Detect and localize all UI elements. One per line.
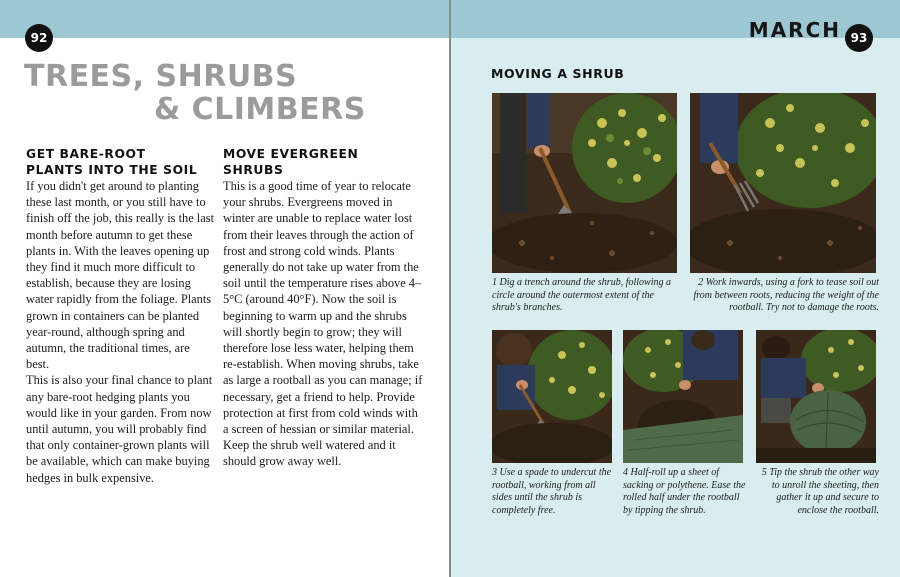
section-body-bare-root [26, 178, 214, 486]
section-subheading: MOVING A SHRUB [491, 66, 625, 81]
chapter-title-line1: TREES, SHRUBS [24, 59, 298, 94]
caption-step-4: 4 Half-roll up a sheet of sacking or polythene. Ease the rolled half under the rootball by tipping the shrub. [623, 467, 746, 516]
column-evergreen [223, 146, 423, 470]
section-heading-bare-root [26, 146, 214, 178]
section-body-evergreen [223, 178, 423, 470]
photo-step-2 [690, 93, 876, 273]
section-heading-evergreen [223, 146, 423, 178]
heading-line: MOVE EVERGREEN [223, 147, 359, 161]
heading-line: PLANTS INTO THE SOIL [26, 163, 198, 177]
photo-step-5 [756, 330, 876, 463]
paragraph: This is a good time of year to relocate your shrubs. Evergreens moved in winter are unable to replace water lost from their leaves through the action of frost and strong cold winds. Plants generally do not take up water from the soil until the temperature rises above 4–5°C (around 40°F). Now the soil is beginning to warm up and the shrubs will shortly begin to grow; they will therefore lose less water, helping them re-establish. When moving shrubs, take as large a rootball as you can manage; if necessary, get a friend to help. Provide protection at first from cold winds with a screen of hessian or similar material. Keep the shrub well watered and it should grow away well. [223, 179, 423, 469]
caption-step-3: 3 Use a spade to undercut the rootball, working from all sides until the shrub is completely free. [492, 467, 612, 516]
caption-step-1: 1 Dig a trench around the shrub, following a circle around the outermost extent of the shrub's branches. [492, 277, 671, 314]
top-band [0, 0, 449, 38]
chapter-title [24, 60, 424, 126]
heading-line: SHRUBS [223, 163, 284, 177]
photo-step-4 [623, 330, 743, 463]
caption-step-2: 2 Work inwards, using a fork to tease soil out from between roots, reducing the weight of the rootball. Try not to damage the roots. [693, 277, 879, 314]
month-title: MARCH [748, 18, 841, 42]
caption-step-5: 5 Tip the shrub the other way to unroll the sheeting, then gather it up and secure to enclose the rootball. [761, 467, 879, 516]
page-number-right: 93 [845, 24, 873, 52]
paragraph: This is also your final chance to plant any bare-root hedging plants you would like in your garden. From now until autumn, you will probably find that only container-grown plants will be available, which can make buying hedges in bulk expensive. [26, 373, 213, 485]
page-number-left: 92 [25, 24, 53, 52]
paragraph: If you didn't get around to planting these last month, or you still have to finish off the job, this really is the last month before autumn to get these plants in. With the leaves opening up they find it much more difficult to establish, because they are losing water rapidly from the foliage. Plants grown in containers can be planted year-round, although spring and autumn, the traditional times, are best. [26, 179, 215, 372]
left-page [0, 0, 449, 577]
photo-step-3 [492, 330, 612, 463]
photo-step-1 [492, 93, 677, 273]
right-page [451, 0, 900, 577]
heading-line: GET BARE-ROOT [26, 147, 146, 161]
column-bare-root [26, 146, 214, 486]
chapter-title-line2: & CLIMBERS [154, 92, 366, 127]
